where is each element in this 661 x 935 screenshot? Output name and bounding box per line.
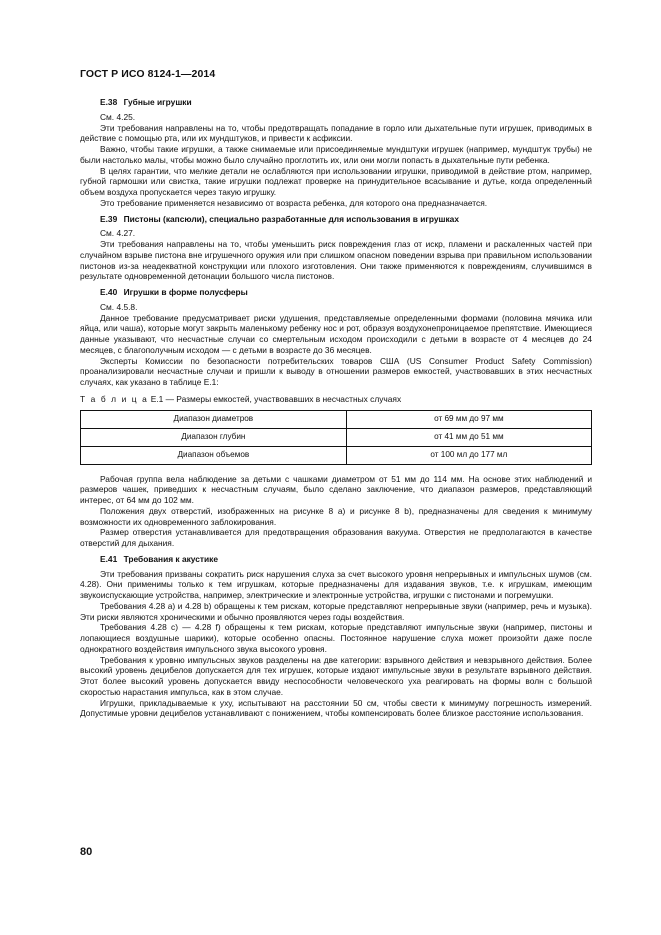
paragraph: Требования к уровню импульсных звуков разделены на две категории: взрывного действия и невзрывного действия. Более высокий уровень децибелов допускается для тех игрушек, которые издают импульсные звуки в результате взрывного действия. Этот более высокий уровень допускается ввиду неспособности человеческого уха реагировать на формы волн с большой скоростью нарастания импульса, как в этом случае. (80, 654, 592, 697)
paragraph: Требования 4.28 с) — 4.28 f) обращены к тем рискам, которые представляют импульсные звуки (например, пистоны и лопающиеся воздушные шарики), которые особенно опасны. Постоянное нарушение слуха может произойти даже после однократного воздействия импульсного звука высокого уровня. (80, 622, 592, 654)
section-reference: См. 4.25. (100, 111, 136, 122)
table-caption (80, 394, 592, 405)
section-title: Требования к акустике (123, 553, 219, 564)
table-caption-prefix: Т а б л и ц а (80, 393, 149, 404)
section-number: Е.39 (100, 213, 118, 224)
section-number: Е.41 (100, 553, 118, 564)
table-caption-text: Е.1 — Размеры емкостей, участвовавших в несчастных случаях (150, 393, 402, 404)
paragraph: Это требование применяется независимо от возраста ребенка, для которого она предназначается. (100, 197, 488, 208)
section-heading-e38 (80, 97, 592, 108)
section-heading-e41 (80, 554, 592, 565)
table-cell: от 69 мм до 97 мм (346, 410, 591, 428)
table-row (81, 446, 592, 464)
paragraph: В целях гарантии, что мелкие детали не ослабляются при использовании игрушки, приводимой в действие ртом, например, губной гармошки или свистка, такие игрушки подлежат проверке на принудительное всасывание и дутье, когда определенный объем воздуха пропускается через такую игрушку. (80, 165, 592, 197)
paragraph: Эксперты Комиссии по безопасности потребительских товаров США (US Consumer Product Safety Commission) проанализировали несчастные случаи и пришли к выводу в отношении размеров емкостей, участвовавших в этих несчастных случаях, как указано в таблице Е.1: (80, 355, 592, 387)
table-cell: от 100 мл до 177 мл (346, 446, 591, 464)
table-cell: от 41 мм до 51 мм (346, 428, 591, 446)
section-reference: См. 4.5.8. (100, 301, 138, 312)
section-title: Пистоны (капсюли), специально разработанные для использования в игрушках (123, 213, 459, 224)
table-row (81, 410, 592, 428)
paragraph: Положения двух отверстий, изображенных на рисунке 8 а) и рисунке 8 b), предназначены для сведения к минимуму возможности их одновременного заблокирования. (80, 505, 592, 527)
section-number: Е.40 (100, 287, 118, 297)
paragraph: Эти требования призваны сократить риск нарушения слуха за счет высокого уровня непрерывных и импульсных шумов (см. 4.28). Они применимы только к тем игрушкам, которые предназначены для издавания звуков, т.е. к игрушкам, имеющим звукоиспускающие устройства, например, электрические и электронные устройства, игрушки с пистонами и погремушки. (80, 568, 592, 600)
container-sizes-table (80, 410, 592, 465)
paragraph: Данное требование предусматривает риски удушения, представляемые определенными формами (половина мячика или яйца, или чаша), которые могут закрыть маленькому ребенку нос и рот, образуя воздухонепроницаемое препятствие. Имеющиеся данные указывают, что несчастные случаи со смертельным исходом происходили с детьми в возрасте от 4 месяцев до 24 месяцев, с благополучным исходом — с детьми в возрасте до 36 месяцев. (80, 312, 592, 355)
table-cell: Диапазон глубин (81, 428, 347, 446)
section-reference: См. 4.27. (100, 228, 136, 239)
paragraph: Рабочая группа вела наблюдение за детьми с чашками диаметром от 51 мм до 114 мм. На основе этих наблюдений и размеров чашек, приведших к несчастным случаям, было сделано заключение, что диапазон размеров, представляющий интерес, от 64 мм до 102 мм. (80, 473, 592, 505)
paragraph: Эти требования направлены на то, чтобы предотвращать попадание в горло или дыхательные пути игрушек, приводимых в действие с помощью рта, или их мундштуков, и привести к асфиксии. (80, 122, 592, 144)
table-row (81, 428, 592, 446)
section-number: Е.38 (100, 97, 118, 107)
section-title: Игрушки в форме полусферы (123, 287, 248, 297)
paragraph: Размер отверстия устанавливается для предотвращения образования вакуума. Отверстия не предполагаются в качестве отверстий для дыхания. (80, 527, 592, 548)
paragraph: Требования 4.28 а) и 4.28 b) обращены к тем рискам, которые представляют непрерывные звуки (например, речь и музыка). Эти риски являются хроническими и обычно проявляются через годы воздействия. (80, 600, 592, 622)
paragraph: Эти требования направлены на то, чтобы уменьшить риск повреждения глаз от искр, пламени и раскаленных частей при случайном взрыве пистона вне игрушечного оружия или при слишком опасном поведении взрыва при правильном использовании пистонов из-за неадекватной конструкции или плохого изготовления. Они также применяются к повреждениям, случившимся в результате одновременной детонации большого числа пистонов. (80, 239, 592, 282)
table-cell: Диапазон объемов (81, 446, 347, 464)
document-header: ГОСТ Р ИСО 8124-1—2014 (80, 68, 216, 80)
section-title: Губные игрушки (123, 97, 192, 107)
page-content (80, 92, 592, 719)
section-heading-e40 (80, 287, 592, 298)
paragraph: Важно, чтобы такие игрушки, а также снимаемые или присоединяемые мундштуки игрушек (например, мундштук трубы) не были настолько малы, чтобы можно было случайно проглотить их, или они могли попасть в дыхательные пути ребенка. (80, 144, 592, 165)
page-number: 80 (80, 846, 93, 858)
table-cell: Диапазон диаметров (81, 410, 347, 428)
section-heading-e39 (80, 214, 592, 225)
paragraph: Игрушки, прикладываемые к уху, испытывают на расстоянии 50 см, чтобы свести к минимуму погрешность измерений. Допустимые уровни децибелов устанавливают с понижением, чтобы компенсировать более близкое расстояние использования. (80, 697, 592, 719)
